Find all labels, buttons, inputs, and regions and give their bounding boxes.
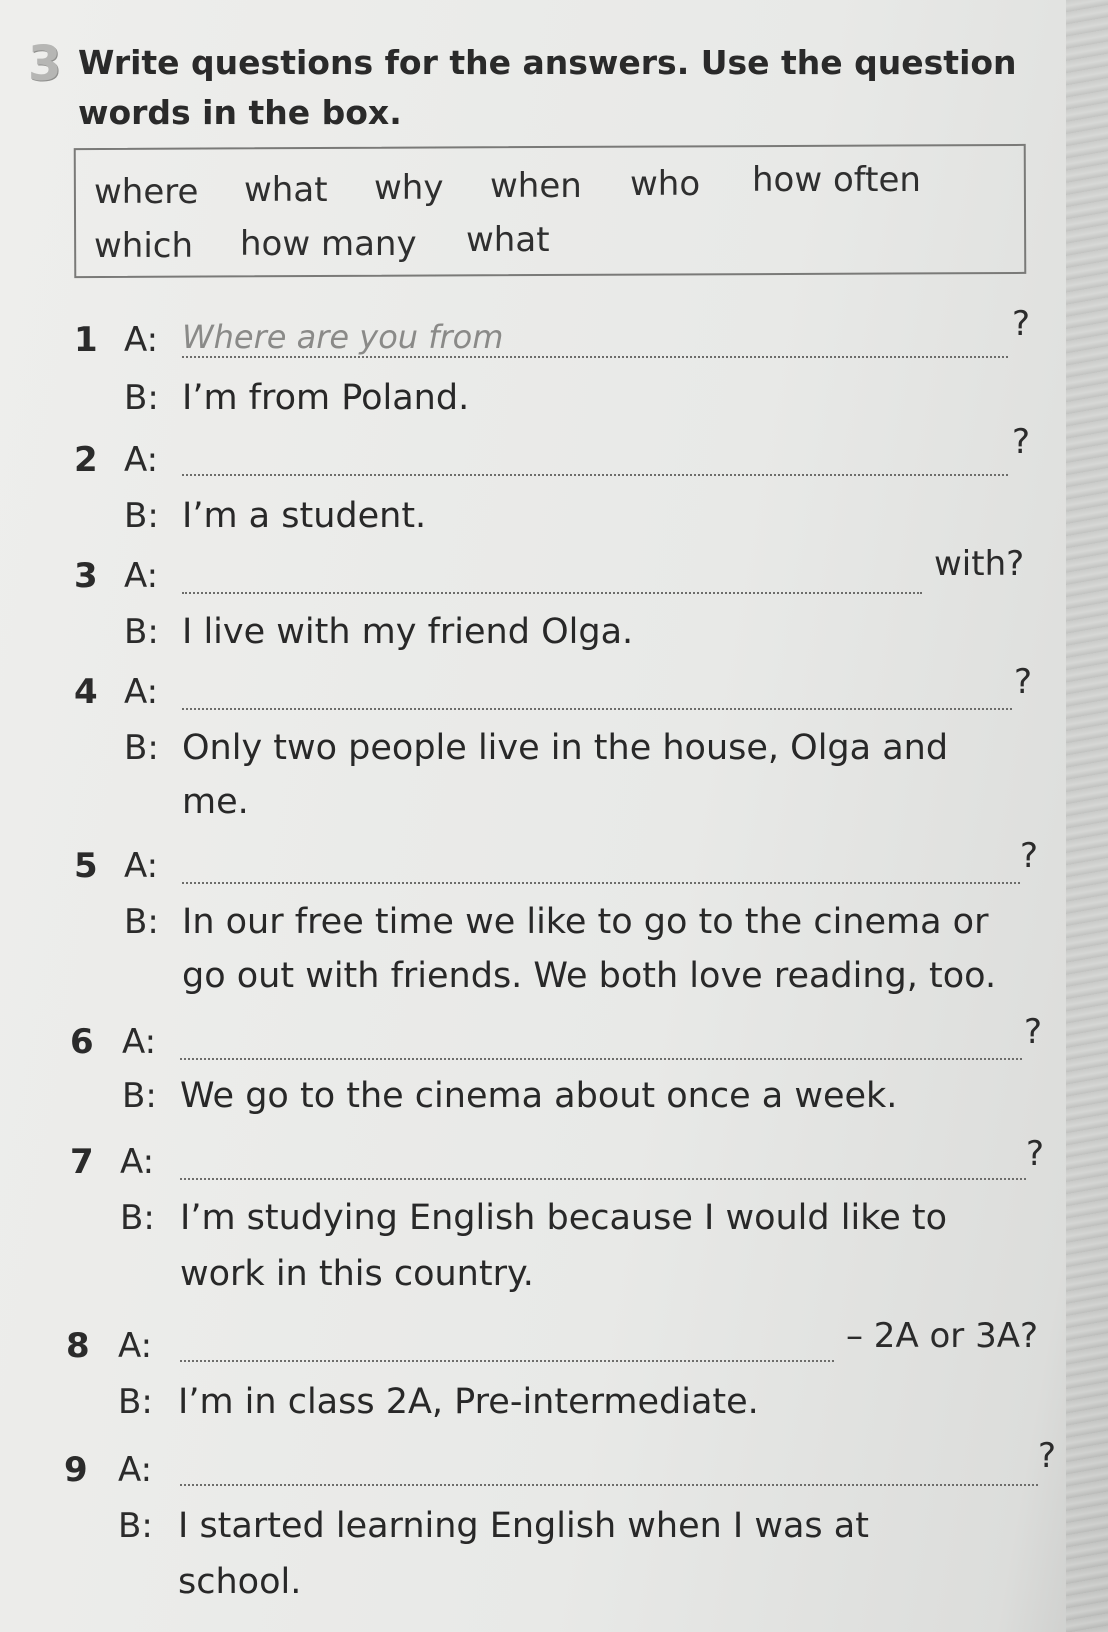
- item-9-b-label: B:: [118, 1506, 153, 1546]
- item-9-a-end: ?: [1038, 1436, 1057, 1476]
- item-5-a-label: A:: [124, 846, 159, 886]
- item-8-a-end: – 2A or 3A?: [846, 1316, 1039, 1356]
- item-7-answer-line[interactable]: [180, 1178, 1026, 1180]
- box-word-how-many: how many: [240, 224, 417, 264]
- box-word-what: what: [244, 170, 328, 210]
- item-2-answer-line[interactable]: [182, 474, 1008, 476]
- box-word-where: where: [94, 172, 199, 212]
- item-5-b-text-line-2: go out with friends. We both love reading, too.: [182, 956, 997, 996]
- item-8-b-text: I’m in class 2A, Pre-intermediate.: [178, 1382, 759, 1422]
- item-6-b-label: B:: [122, 1076, 157, 1116]
- item-1-number: 1: [74, 320, 98, 360]
- item-3-number: 3: [74, 556, 98, 596]
- box-word-which: which: [94, 226, 194, 266]
- item-5-b-label: B:: [124, 902, 159, 942]
- item-8-b-label: B:: [118, 1382, 153, 1422]
- item-8-number: 8: [66, 1326, 90, 1366]
- item-2-number: 2: [74, 440, 98, 480]
- box-word-who: who: [630, 164, 701, 204]
- item-1-a-label: A:: [124, 320, 159, 360]
- item-6-b-text: We go to the cinema about once a week.: [180, 1076, 898, 1116]
- item-1-answer: Where are you from: [182, 318, 504, 356]
- item-5-b-text-line-1: In our free time we like to go to the cinema or: [182, 902, 989, 942]
- item-1-b-label: B:: [124, 378, 159, 418]
- item-4-b-label: B:: [124, 728, 159, 768]
- item-6-answer-line[interactable]: [180, 1058, 1022, 1060]
- item-5-a-end: ?: [1020, 836, 1039, 876]
- item-2-a-label: A:: [124, 440, 159, 480]
- exercise-instruction: [78, 38, 1018, 138]
- instruction-line-2: words in the box.: [78, 93, 402, 132]
- item-2-b-text: I’m a student.: [182, 496, 427, 536]
- item-7-b-text-line-1: I’m studying English because I would like to: [180, 1198, 948, 1238]
- item-7-b-label: B:: [120, 1198, 155, 1238]
- item-4-a-label: A:: [124, 672, 159, 712]
- item-2-a-end: ?: [1012, 422, 1031, 462]
- item-1-a-end: ?: [1012, 304, 1031, 344]
- item-7-number: 7: [70, 1142, 94, 1182]
- item-4-b-text-line-2: me.: [182, 782, 249, 822]
- instruction-line-1: Write questions for the answers. Use the question: [78, 43, 1017, 82]
- item-5-number: 5: [74, 846, 98, 886]
- page-edge: [1066, 0, 1108, 1632]
- item-3-b-text: I live with my friend Olga.: [182, 612, 634, 652]
- box-word-when: when: [490, 166, 582, 206]
- item-8-answer-line[interactable]: [180, 1360, 834, 1362]
- item-6-a-label: A:: [122, 1022, 157, 1062]
- box-word-what-2: what: [466, 220, 550, 260]
- item-4-b-text-line-1: Only two people live in the house, Olga and: [182, 728, 949, 768]
- box-word-why: why: [374, 168, 444, 208]
- item-9-b-text-line-1: I started learning English when I was at: [178, 1506, 869, 1546]
- item-5-answer-line[interactable]: [182, 882, 1020, 884]
- item-7-a-label: A:: [120, 1142, 155, 1182]
- exercise-number: 3: [28, 36, 62, 92]
- item-4-number: 4: [74, 672, 98, 712]
- item-4-answer-line[interactable]: [182, 708, 1012, 710]
- item-1-answer-line[interactable]: [182, 356, 1008, 358]
- item-3-a-label: A:: [124, 556, 159, 596]
- item-3-b-label: B:: [124, 612, 159, 652]
- item-6-a-end: ?: [1024, 1012, 1043, 1052]
- item-8-a-label: A:: [118, 1326, 153, 1366]
- item-9-number: 9: [64, 1450, 88, 1490]
- item-7-a-end: ?: [1026, 1134, 1045, 1174]
- item-9-b-text-line-2: school.: [178, 1562, 302, 1602]
- item-7-b-text-line-2: work in this country.: [180, 1254, 534, 1294]
- item-4-a-end: ?: [1014, 662, 1033, 702]
- item-9-answer-line[interactable]: [180, 1484, 1038, 1486]
- item-2-b-label: B:: [124, 496, 159, 536]
- box-word-how-often: how often: [752, 160, 921, 200]
- item-6-number: 6: [70, 1022, 94, 1062]
- item-3-answer-line[interactable]: [182, 592, 922, 594]
- item-3-a-end: with?: [934, 544, 1025, 584]
- item-9-a-label: A:: [118, 1450, 153, 1490]
- item-1-b-text: I’m from Poland.: [182, 378, 470, 418]
